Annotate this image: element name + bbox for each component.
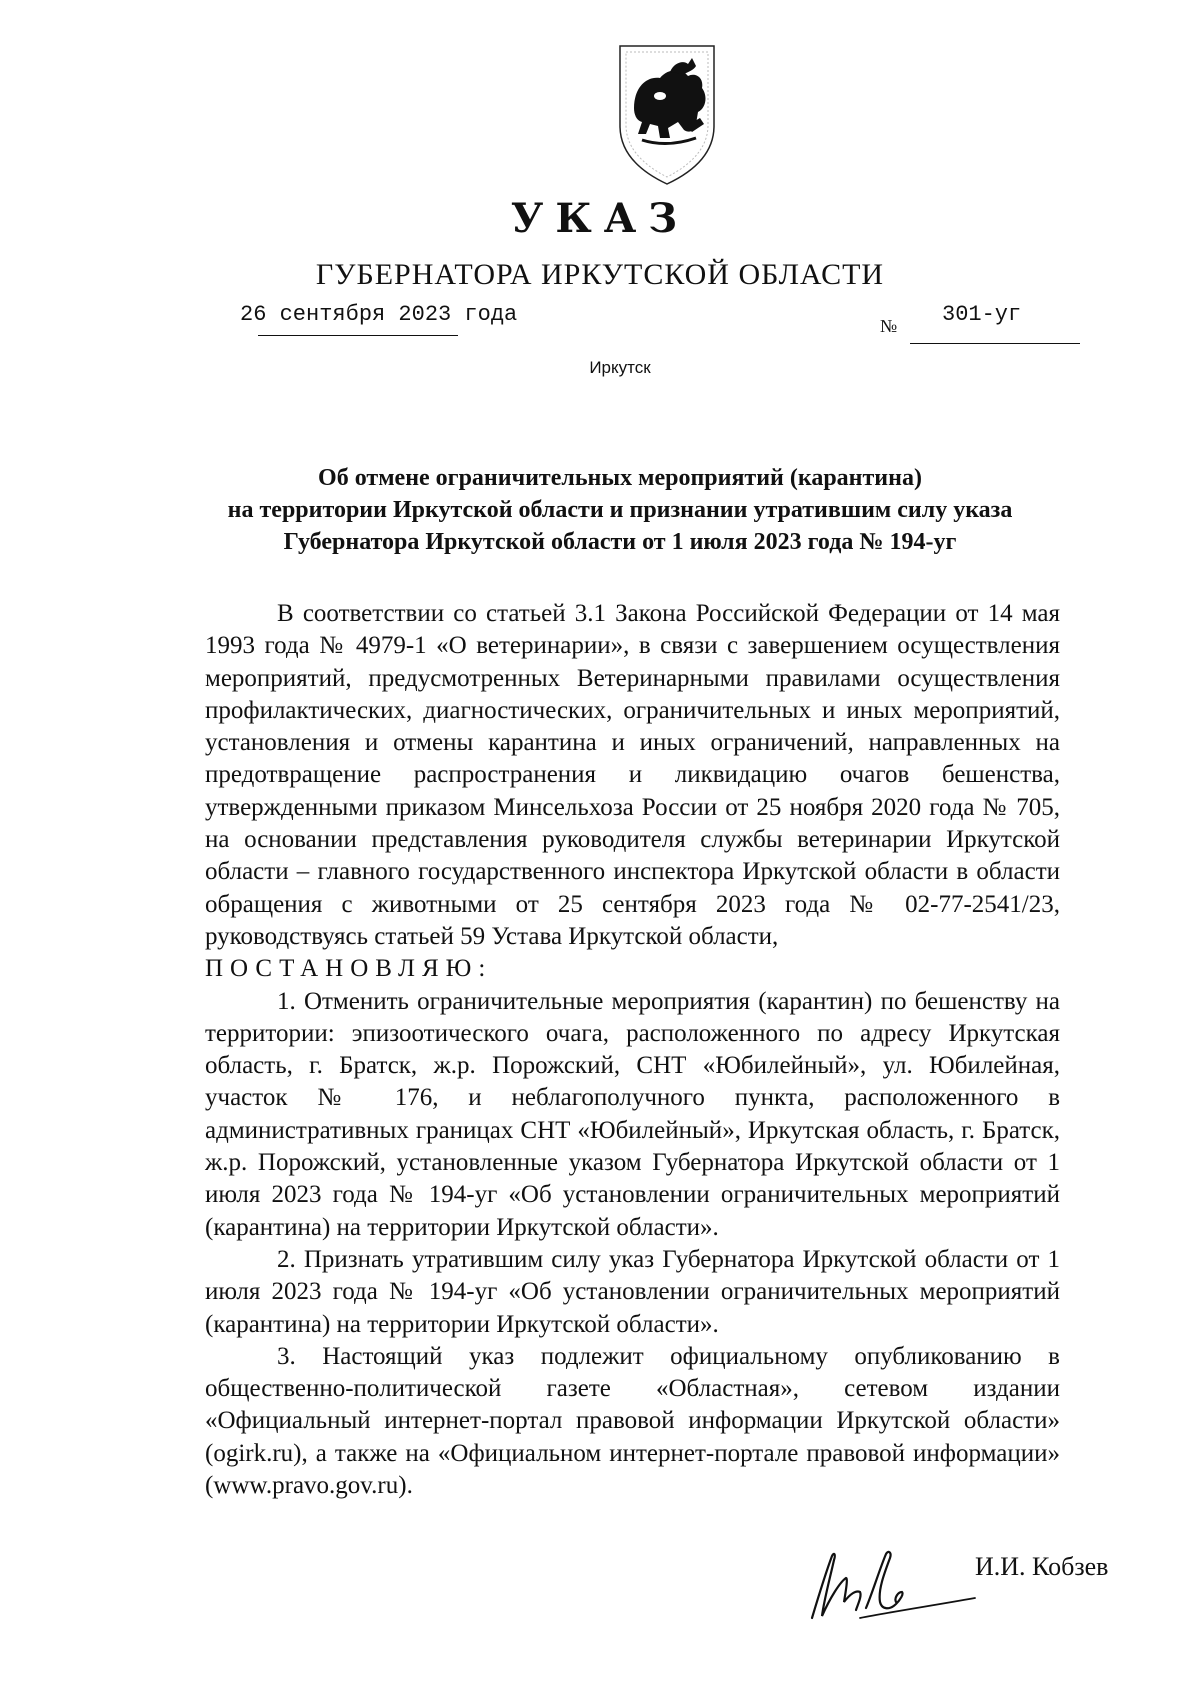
number-sign: №	[880, 316, 898, 336]
document-type-title: УКАЗ	[510, 195, 690, 242]
heading-line-3: Губернатора Иркутской области от 1 июля 2023 года № 194-уг	[283, 529, 957, 555]
preamble-paragraph: В соответствии со статьей 3.1 Закона Российской Федерации от 14 мая 1993 года № 4979-1 «О ветеринарии», в связи с завершением осуществления мероприятий, предусмотренных Ветеринарными правилами осуществления профилактических, диагностических, ограничительных и иных мероприятий, установления и отмены карантина и иных ограничений, направленных на предотвращение распространения и ликвидацию очагов бешенства, утвержденными приказом Минсельхоза России от 25 ноября 2020 года № 705, на основании представления руководителя службы ветеринарии Иркутской области – главного государственного инспектора Иркутской области в области обращения с животными от 25 сентября 2023 года № 02-77-2541/23, руководствуясь статьей 59 Устава Иркутской области,	[205, 600, 1060, 950]
issue-city: Иркутск	[589, 358, 651, 377]
issuer-subtitle: ГУБЕРНАТОРА ИРКУТСКОЙ ОБЛАСТИ	[315, 258, 885, 291]
signer-name: И.И. Кобзев	[975, 1552, 1109, 1581]
heading-line-2: на территории Иркутской области и признании утратившим силу указа	[227, 497, 1013, 523]
item-1-paragraph: 1. Отменить ограничительные мероприятия (карантин) по бешенству на территории: эпизоотического очага, расположенного по адресу Иркутская область, г. Братск, ж.р. Порожский, СНТ «Юбилейный», ул. Юбилейная, участок № 176, и неблагополучного пункта, расположенного в административных границах СНТ «Юбилейный», Иркутская область, г. Братск, ж.р. Порожский, установленные указом Губернатора Иркутской области от 1 июля 2023 года № 194-уг «Об установлении ограничительных мероприятий (карантина) на территории Иркутской области».	[205, 987, 1060, 1241]
number-underline	[910, 343, 1080, 344]
irkutsk-coat-of-arms-icon	[612, 38, 722, 188]
handwritten-signature-icon	[800, 1538, 990, 1633]
item-3-paragraph: 3. Настоящий указ подлежит официальному опубликованию в общественно-политической газете «Областная», сетевом издании «Официальный интернет-портал правовой информации Иркутской области» (ogirk.ru), а также на «Официальном интернет-портале правовой информации» (www.pravo.gov.ru).	[205, 1342, 1060, 1500]
decree-body	[205, 598, 1060, 1502]
decree-date: 26 сентября 2023 года	[240, 302, 518, 327]
item-2-paragraph: 2. Признать утратившим силу указ Губернатора Иркутской области от 1 июля 2023 года № 194-уг «Об установлении ограничительных мероприятий (карантина) на территории Иркутской области».	[205, 1245, 1060, 1338]
decree-number-field	[880, 302, 1080, 346]
date-underline	[258, 335, 458, 336]
decree-date-field	[240, 302, 518, 327]
heading-line-1: Об отмене ограничительных мероприятий (карантина)	[318, 465, 922, 491]
decree-number: 301-уг	[942, 302, 1022, 327]
decree-heading	[185, 462, 1055, 558]
decree-word: ПОСТАНОВЛЯЮ:	[205, 955, 493, 983]
